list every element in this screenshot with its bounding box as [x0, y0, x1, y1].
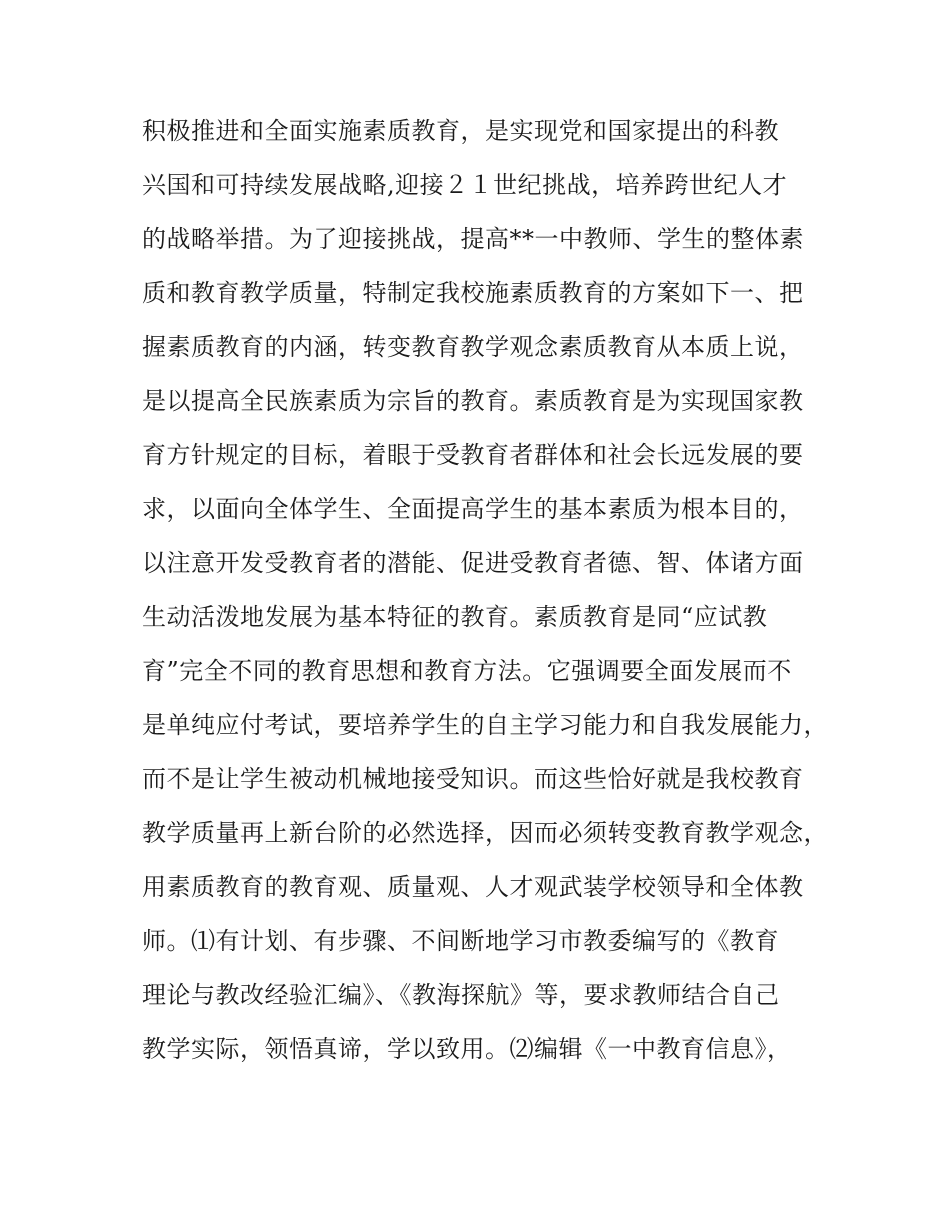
text-line: 以注意开发受教育者的潜能、促进受教育者德、智、体诸方面 [142, 549, 804, 577]
text-line: 兴国和可持续发展战略,迎接２１世纪挑战，培养跨世纪人才 [142, 171, 788, 199]
text-line: 师。⑴有计划、有步骤、不间断地学习市教委编写的《教育 [142, 927, 779, 955]
text-line: 育”完全不同的教育思想和教育方法。它强调要全面发展而不 [142, 657, 792, 685]
text-line: 理论与教改经验汇编》、《教海探航》等，要求教师结合自己 [142, 981, 780, 1009]
text-line: 的战略举措。为了迎接挑战，提高**一中教师、学生的整体素 [142, 225, 804, 253]
text-line: 是单纯应付考试，要培养学生的自主学习能力和自我发展能力， [142, 711, 828, 739]
text-line: 教学实际，领悟真谛，学以致用。⑵编辑《一中教育信息》， [142, 1035, 792, 1063]
text-line: 质和教育教学质量，特制定我校施素质教育的方案如下一、把 [142, 279, 804, 307]
text-line: 教学质量再上新台阶的必然选择，因而必须转变教育教学观念， [142, 819, 828, 847]
text-line: 用素质教育的教育观、质量观、人才观武装学校领导和全体教 [142, 873, 804, 901]
text-line: 握素质教育的内涵，转变教育教学观念素质教育从本质上说， [142, 333, 804, 361]
text-line: 求，以面向全体学生、全面提高学生的基本素质为根本目的， [142, 495, 804, 523]
body-paragraph [142, 108, 842, 1080]
text-line: 而不是让学生被动机械地接受知识。而这些恰好就是我校教育 [142, 765, 804, 793]
text-line: 是以提高全民族素质为宗旨的教育。素质教育是为实现国家教 [142, 387, 804, 415]
text-line: 积极推进和全面实施素质教育，是实现党和国家提出的科教 [142, 117, 779, 145]
text-line: 育方针规定的目标，着眼于受教育者群体和社会长远发展的要 [142, 441, 804, 469]
text-line: 生动活泼地发展为基本特征的教育。素质教育是同“应试教 [142, 603, 768, 631]
